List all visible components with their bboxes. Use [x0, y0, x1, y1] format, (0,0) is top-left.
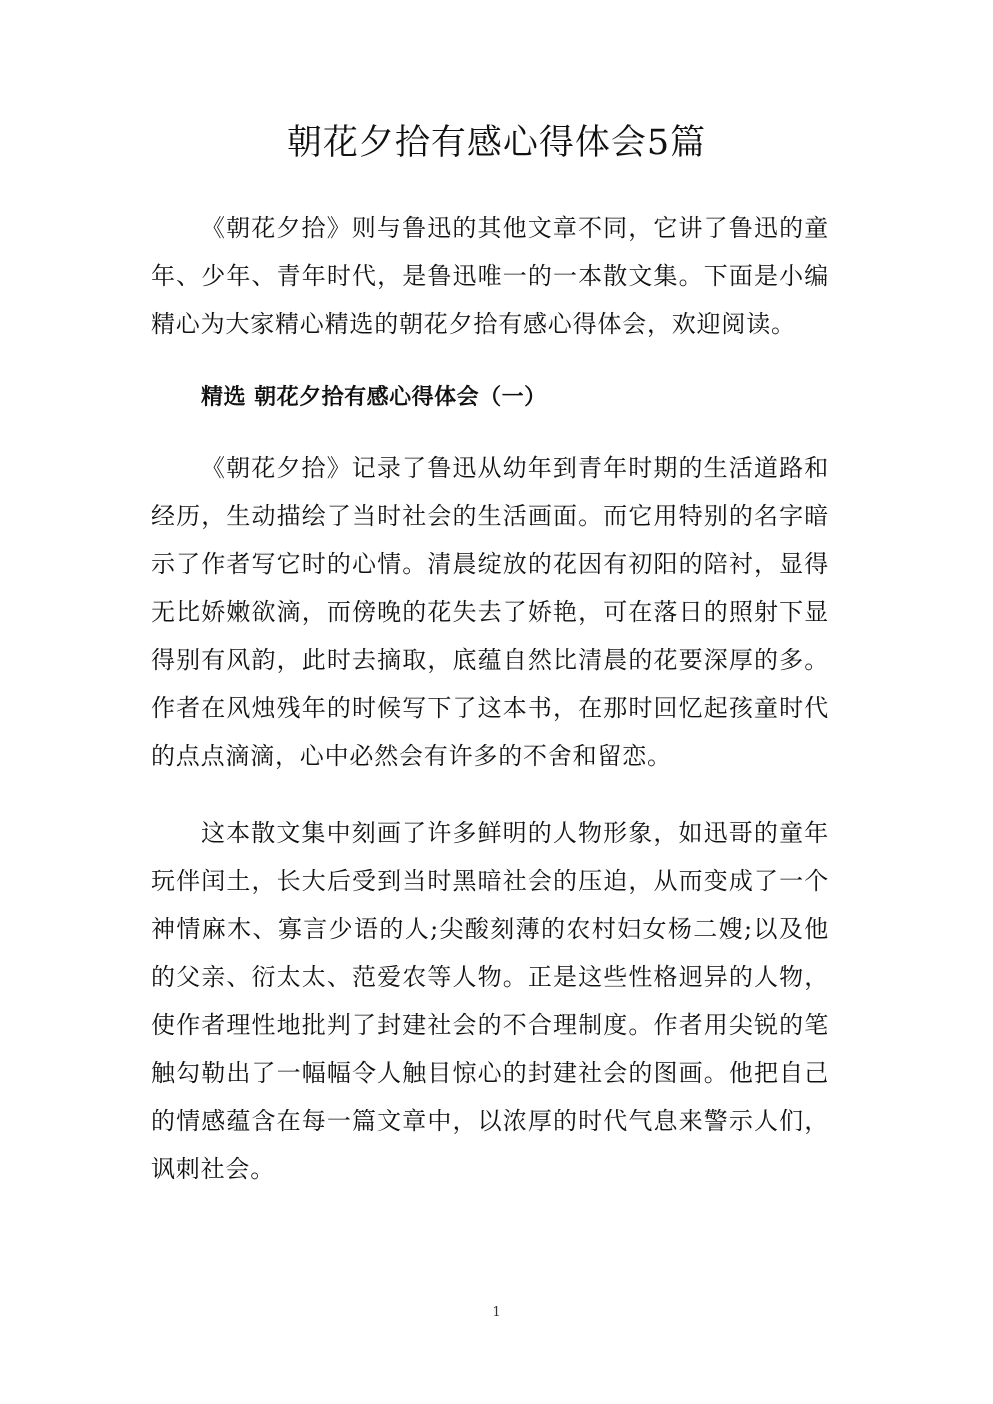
intro-paragraph: 《朝花夕拾》则与鲁迅的其他文章不同，它讲了鲁迅的童年、少年、青年时代，是鲁迅唯一的一本散文集。下面是小编精心为大家精心精选的朝花夕拾有感心得体会，欢迎阅读。	[151, 214, 829, 338]
body-paragraph-2: 这本散文集中刻画了许多鲜明的人物形象，如迅哥的童年玩伴闰土，长大后受到当时黑暗社会的压迫，从而变成了一个神情麻木、寡言少语的人;尖酸刻薄的农村妇女杨二嫂;以及他的父亲、衍太太、范爱农等人物。正是这些性格迥异的人物，使作者理性地批判了封建社会的不合理制度。作者用尖锐的笔触勾勒出了一幅幅令人触目惊心的封建社会的图画。他把自己的情感蕴含在每一篇文章中，以浓厚的时代气息来警示人们，讽刺社会。	[151, 819, 829, 1183]
page-title: 朝花夕拾有感心得体会5篇	[286, 123, 707, 163]
page-number: 1	[492, 1305, 501, 1320]
body-paragraph-1: 《朝花夕拾》记录了鲁迅从幼年到青年时期的生活道路和经历，生动描绘了当时社会的生活画面。而它用特别的名字暗示了作者写它时的心情。清晨绽放的花因有初阳的陪衬，显得无比娇嫩欲滴，而傍晚的花失去了娇艳，可在落日的照射下显得别有风韵，此时去摘取，底蕴自然比清晨的花要深厚的多。作者在风烛残年的时候写下了这本书，在那时回忆起孩童时代的点点滴滴，心中必然会有许多的不舍和留恋。	[151, 454, 829, 770]
section-heading: 精选 朝花夕拾有感心得体会（一）	[201, 385, 547, 410]
